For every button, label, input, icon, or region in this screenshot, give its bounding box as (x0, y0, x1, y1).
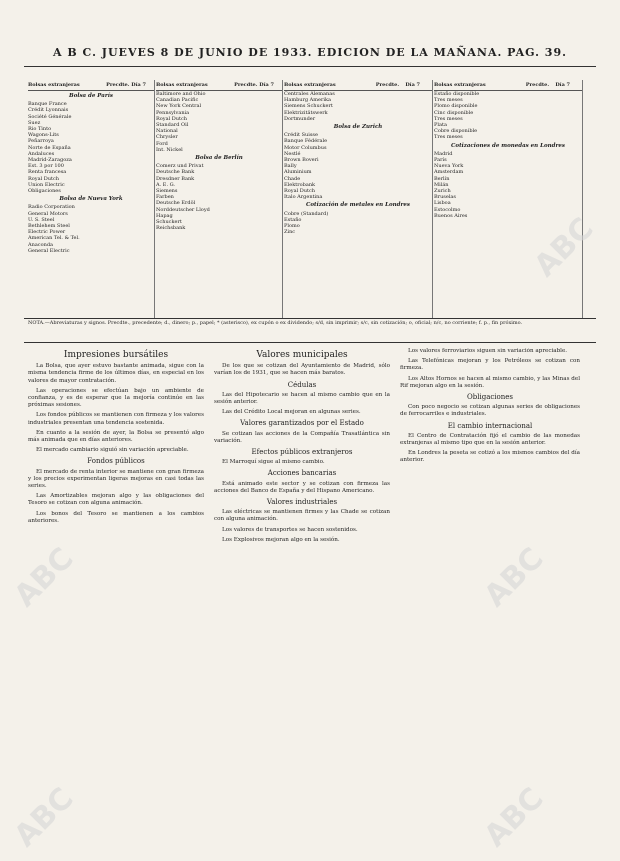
watermark-text: ABC (477, 781, 551, 854)
table-cell: Peñarroya (28, 138, 54, 145)
table-row (434, 134, 582, 140)
stock-table-column (28, 80, 155, 318)
stock-table-column (284, 80, 433, 318)
table-cell: Dortmunder (284, 115, 316, 122)
article-paragraph: Se cotizan las acciones de la Compañía Trasatlántica sin variación. (214, 430, 390, 444)
article-column-3 (400, 348, 580, 848)
table-cell: Bethlehem Steel (28, 223, 70, 230)
table-cell: Buenos Aires (434, 212, 468, 219)
table-cell: Siemens (156, 188, 178, 195)
column-header: Día 7 (555, 81, 571, 88)
table-cell: General Motors (28, 210, 68, 217)
article-paragraph: Los bonos del Tesoro se mantienen a los cambios anteriores. (28, 510, 204, 524)
table-cell: Italo Argentina (284, 194, 323, 201)
column-header: Precdte. (234, 81, 258, 88)
table-cell: Plomo (284, 223, 300, 230)
table-cell: Motor Columbus (284, 144, 327, 151)
table-cell: Int. Nickel (156, 146, 183, 153)
article-title: Valores industriales (266, 498, 338, 507)
article-paragraph: Las del Crédito Local mejoran en algunas series. (222, 409, 361, 416)
article-paragraph: Las operaciones se efectúan bajo un ambiente de confianza, y es de esperar que la mejoría continúe en las próximas sesiones. (28, 387, 204, 409)
table-cell: Plata (434, 122, 447, 129)
table-cell: New York Central (156, 103, 202, 110)
table-cell: Pennsylvania (156, 109, 190, 116)
table-cell: Wagons-Lits (28, 132, 59, 139)
column-header: Precdte. (375, 81, 400, 88)
article-paragraph: De los que se cotizan del Ayuntamiento de Madrid, sólo varían los de 1931, que se hacen más baratos. (214, 363, 390, 377)
table-row (284, 116, 432, 122)
article-paragraph: El mercado cambiario siguió sin variación apreciable. (36, 447, 189, 454)
table-cell: Lisboa (434, 200, 451, 207)
table-cell: Banque Fédérale (284, 138, 328, 145)
watermark-text: ABC (7, 781, 81, 854)
column-header: Precdte. (525, 81, 550, 88)
table-cell: Siemens Schuckert (284, 103, 333, 110)
article-paragraph: El Centro de Contratación fijó el cambio de las monedas extranjeras al mismo tipo que en la sesión anterior. (400, 432, 580, 447)
header-rule (24, 66, 596, 67)
table-cell: Nestlé (284, 150, 301, 157)
article-title: Impresiones bursátiles (63, 350, 169, 360)
article-paragraph: Los valores ferroviarios siguen sin variación apreciable. (408, 348, 568, 354)
table-header (156, 80, 282, 91)
table-cell: Anaconda (28, 241, 54, 248)
article-title: Valores garantizados por el Estado (240, 419, 364, 428)
table-cell: Farben (156, 194, 174, 201)
table-cell: Cobre (Standard) (284, 210, 329, 217)
stock-tables (28, 80, 584, 318)
table-cell: Royal Dutch (28, 175, 60, 182)
table-cell: Brown Boveri (284, 157, 319, 164)
article-paragraph: En Londres la peseta se cotizó a los mismos cambios del día anterior. (400, 450, 580, 464)
table-cell: National (156, 128, 178, 135)
table-row (434, 213, 582, 219)
article-paragraph: Las Amortizables mejoran algo y las obligaciones del Tesoro se cotizan con alguna animación. (28, 493, 204, 507)
table-cell: Electric Power (28, 229, 66, 236)
table-cell: Standard Oil (156, 122, 189, 129)
table-section-title: Bolsa de Nueva York (59, 196, 123, 203)
table-cell: Berlín (434, 175, 450, 182)
article-title: Obligaciones (467, 393, 513, 402)
table-cell (234, 225, 259, 231)
table-header (28, 80, 154, 91)
table-cell: Bruselas (434, 194, 456, 201)
table-cell: Chrysler (156, 134, 178, 141)
table-cell (131, 248, 154, 254)
table-cell: Crédit Lyonnais (28, 107, 69, 114)
table-cell: Union Electric (28, 181, 65, 188)
table-cell: Schuckert (156, 219, 182, 226)
article-title: Fondos públicos (87, 457, 145, 466)
article-title: El cambio internacional (447, 421, 533, 430)
table-cell (526, 213, 556, 219)
table-cell: Est. 3 por 100 (28, 163, 64, 170)
table-cell: Amsterdam (434, 169, 464, 176)
table-cell: Banque France (28, 101, 67, 108)
table-cell: American Tel. & Tel. (28, 235, 80, 242)
article-column-1 (28, 348, 204, 848)
table-cell: Cinc disponible (434, 109, 474, 116)
column-header: Bolsas extranjeras (28, 81, 80, 88)
table-cell: Norte de España (28, 144, 71, 151)
table-cell: Estocolmo (434, 206, 461, 213)
article-title: Cédulas (287, 380, 317, 389)
watermark-text: ABC (477, 541, 551, 614)
table-cell: Tres meses (434, 97, 463, 104)
table-bottom-rule (24, 318, 596, 319)
table-cell: A. E. G. (156, 181, 176, 188)
table-cell: Hamburg Amerika (284, 97, 331, 104)
table-cell: Estaño disponible (434, 91, 480, 97)
table-cell (106, 188, 131, 194)
table-row (28, 248, 154, 254)
article-paragraph: Las del Hipotecario se hacen al mismo cambio que en la sesión anterior. (214, 391, 390, 406)
table-row (284, 194, 432, 200)
table-cell: Crédit Suisse (284, 132, 318, 139)
article-title: Acciones bancarias (267, 469, 337, 478)
table-cell: Tres meses (434, 134, 463, 141)
table-cell: Elektrobank (284, 181, 316, 188)
article-paragraph: El Marroquí sigue al mismo cambio. (222, 459, 325, 466)
article-paragraph: La Bolsa, que ayer estuvo bastante animada, sigue con la misma tendencia firme de los últimos días, en especial en los valores de mayor contratación. (28, 363, 204, 384)
table-section-title: Bolsa de Zurich (333, 124, 383, 131)
table-cell (234, 147, 259, 153)
table-section-title: Cotización de metales en Londres (306, 202, 410, 209)
article-paragraph: Está animado este sector y se cotizan con firmeza las acciones del Banco de España y del Hispano Americano. (214, 480, 390, 494)
watermark-text: ABC (527, 211, 601, 284)
article-column-2 (214, 348, 390, 848)
table-cell: Deutsche Erdöl (156, 200, 196, 207)
table-cell (376, 194, 406, 200)
table-cell: General Electric (28, 247, 70, 254)
table-cell: Estaño (284, 216, 302, 223)
table-cell: Plomo disponible (434, 103, 478, 110)
article-paragraph: Los Explosivos mejoran algo en la sesión. (222, 536, 340, 543)
table-cell: Tres meses (434, 115, 463, 122)
column-header: Día 7 (131, 81, 146, 88)
abbreviations-note: NOTA.—Abreviaturas y signos. Precdte., precedente; d., dinero; p., papel; * (asterisco), ex cupón o ex dividendo; s/d, sin imprimir; s/c, sin cotización; o, oficial; n/c, no corriente; f. p., fin próximo. (28, 320, 523, 326)
table-row (156, 147, 282, 153)
table-cell: Aluminium (284, 169, 312, 176)
table-cell (405, 194, 432, 200)
table-cell: Elektrizitätswerk (284, 109, 328, 116)
table-cell: Deutsche Bank (156, 169, 195, 176)
table-cell: Hapag (156, 212, 173, 219)
table-cell (555, 213, 582, 219)
table-header (284, 80, 432, 91)
column-header: Día 7 (405, 81, 421, 88)
table-cell (106, 248, 131, 254)
table-cell: Madrid-Zaragoza (28, 157, 72, 164)
table-cell: Zurich (434, 188, 451, 195)
column-header: Día 7 (259, 81, 274, 88)
table-cell (405, 229, 432, 235)
table-cell (376, 116, 406, 122)
table-cell: Nueva York (434, 163, 464, 170)
table-cell (405, 116, 432, 122)
table-row (284, 229, 432, 235)
table-cell: Norddeutscher Lloyd (156, 206, 210, 213)
table-cell: Canadian Pacific (156, 97, 199, 104)
table-cell (376, 229, 406, 235)
column-header: Precdte. (106, 81, 130, 88)
table-cell: Baltimore and Ohio (156, 91, 206, 97)
table-cell: Chade (284, 175, 301, 182)
table-section-title: Cotizaciones de monedas en Londres (451, 142, 565, 149)
article-paragraph: Los Altos Hornos se hacen al mismo cambio, y las Minas del Rif mejoran algo en la sesión. (400, 375, 580, 389)
table-cell: Rio Tinto (28, 126, 52, 133)
table-row (156, 225, 282, 231)
table-section-title: Bolsa de París (69, 93, 113, 99)
table-cell: París (434, 157, 447, 164)
table-section-title: Bolsa de Berlín (195, 155, 243, 162)
table-cell: Comerz und Privat (156, 163, 204, 170)
table-cell (259, 147, 282, 153)
article-paragraph: Los fondos públicos se mantienen con firmeza y los valores industriales presentan una tendencia sostenida. (28, 412, 204, 426)
watermark-text: ABC (7, 541, 81, 614)
article-paragraph: Las Telefónicas mejoran y los Petróleos se cotizan con firmeza. (400, 358, 580, 372)
table-cell (259, 225, 282, 231)
article-title: Valores municipales (256, 350, 348, 360)
note-bottom-rule (24, 342, 596, 343)
article-paragraph: El mercado de renta interior se mantiene con gran firmeza y los precios experimentan ligeras mejoras en casi todas las series. (28, 468, 204, 490)
table-cell: Obligaciones (28, 188, 61, 195)
page-header: A B C. JUEVES 8 DE JUNIO DE 1933. EDICION DE LA MAÑANA. PAG. 39. (53, 46, 567, 59)
table-cell: Renta francesa (28, 169, 67, 176)
table-cell: Dresdner Bank (156, 175, 195, 182)
table-cell: Milán (434, 181, 449, 188)
table-row (28, 188, 154, 194)
table-cell (555, 134, 582, 140)
table-cell: Suez (28, 119, 41, 126)
table-cell: Société Générale (28, 113, 72, 120)
column-header: Bolsas extranjeras (156, 81, 208, 88)
table-cell: Radio Corporation (28, 204, 75, 211)
article-title: Efectos públicos extranjeros (251, 448, 353, 457)
table-cell: Andaluces (28, 150, 55, 157)
table-cell: Royal Dutch (284, 188, 316, 195)
article-paragraph: Los valores de transportes se hacen sostenidos. (222, 526, 358, 533)
table-cell: Zinc (284, 229, 296, 236)
table-cell (526, 134, 556, 140)
article-paragraph: Con poco negocio se cotizan algunas series de obligaciones de ferrocarriles e industriales. (400, 404, 580, 418)
table-cell: Bally (284, 163, 297, 170)
article-paragraph: Las eléctricas se mantienen firmes y las Chade se cotizan con alguna animación. (214, 509, 390, 523)
table-header (434, 80, 582, 91)
table-cell (131, 188, 154, 194)
stock-table-column (434, 80, 583, 318)
column-header: Bolsas extranjeras (284, 81, 336, 88)
column-header: Bolsas extranjeras (434, 81, 486, 88)
table-cell: U. S. Steel (28, 216, 55, 223)
table-cell: Centrales Alemanas (284, 91, 335, 97)
table-cell: Reichsbank (156, 225, 186, 232)
table-cell: Cobre disponible (434, 128, 478, 135)
stock-table-column (156, 80, 283, 318)
table-cell: Madrid (434, 150, 453, 157)
table-cell: Royal Dutch (156, 115, 188, 122)
article-paragraph: En cuanto a la sesión de ayer, la Bolsa se presentó algo más animada que en días anteriores. (28, 429, 204, 444)
table-cell: Ford (156, 140, 168, 147)
